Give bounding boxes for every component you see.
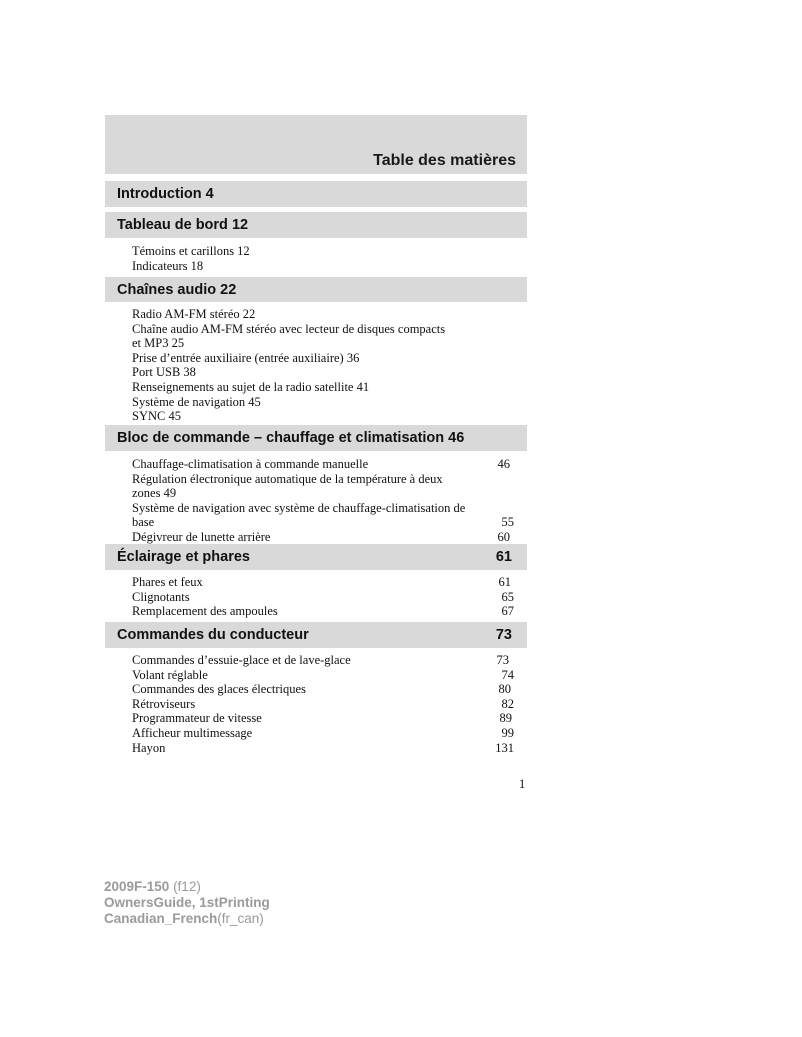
entry-text: Radio AM-FM stéréo 22 (132, 307, 256, 321)
toc-entry (132, 590, 514, 605)
entry-page-number: 80 (498, 682, 511, 697)
toc-entry (132, 682, 514, 697)
entry-text: SYNC 45 (132, 409, 181, 424)
toc-header-block (105, 115, 527, 174)
footer-line-language (104, 911, 270, 927)
entry-text: Clignotants (132, 589, 190, 604)
entry-page-number: 89 (499, 711, 512, 726)
section-entries-eclairage-et-phares (132, 575, 514, 619)
entry-text: Hayon (132, 740, 166, 755)
footer-model-code: (f12) (169, 879, 201, 894)
entry-text: Prise d’entrée auxiliaire (entrée auxiliaire) 36 (132, 350, 360, 365)
footer-model: 2009F-150 (104, 879, 170, 894)
toc-entry (132, 409, 514, 424)
entry-text: Renseignements au sujet de la radio satellite 41 (132, 379, 370, 394)
entry-text: Programmateur de vitesse (132, 711, 262, 726)
entry-page-number: 61 (498, 575, 511, 589)
toc-entry (132, 697, 514, 712)
toc-entry (132, 501, 514, 516)
toc-entry (132, 336, 514, 351)
toc-entry (132, 604, 514, 619)
toc-entry (132, 653, 514, 668)
entry-text: Afficheur multimessage (132, 725, 253, 740)
section-title: Éclairage et phares (117, 549, 250, 565)
entry-page-number: 131 (495, 740, 514, 755)
toc-entry (132, 668, 514, 683)
section-heading-bloc-de-commande (105, 425, 527, 451)
toc-title: Table des matières (373, 152, 516, 169)
entry-text: Rétroviseurs (132, 696, 196, 711)
entry-text: base (132, 515, 155, 530)
entry-page-number: 73 (496, 653, 509, 667)
toc-entry (132, 244, 514, 259)
toc-entry (132, 741, 514, 756)
section-title: Commandes du conducteur (117, 627, 309, 643)
section-title: Chaînes audio 22 (117, 281, 237, 298)
section-page-number: 61 (495, 549, 512, 565)
entry-page-number: 46 (497, 457, 510, 471)
page-number: 1 (519, 777, 526, 791)
toc-entry (132, 726, 514, 741)
section-title: Bloc de commande – chauffage et climatisation 46 (117, 430, 465, 446)
entry-text: Remplacement des ampoules (132, 604, 278, 619)
entry-text: Dégivreur de lunette arrière (132, 529, 271, 544)
toc-entry (132, 259, 514, 274)
toc-entry (132, 307, 514, 322)
toc-entry (132, 365, 514, 380)
section-heading-chaines-audio (105, 277, 527, 302)
entry-text: Commandes d’essuie-glace et de lave-glace (132, 653, 351, 667)
entry-page-number: 67 (501, 604, 514, 619)
toc-entry (132, 486, 514, 501)
section-entries-bloc-de-commande (132, 457, 514, 545)
footer-guide: OwnersGuide, 1stPrinting (104, 895, 270, 910)
section-title: Introduction 4 (117, 186, 214, 202)
toc-entry (132, 530, 514, 545)
entry-page-number: 99 (501, 725, 514, 740)
footer-line-model (104, 879, 270, 895)
footer-language-code: (fr_can) (217, 911, 264, 926)
toc-entry (132, 457, 514, 472)
entry-page-number: 55 (501, 515, 514, 530)
toc-entry (132, 322, 514, 337)
entry-page-number: 82 (501, 696, 514, 711)
toc-entry (132, 395, 514, 410)
entry-text: Commandes des glaces électriques (132, 682, 306, 697)
toc-entry (132, 515, 514, 530)
entry-text: zones 49 (132, 486, 177, 501)
toc-entry (132, 711, 514, 726)
toc-entry (132, 380, 514, 395)
entry-page-number: 60 (497, 529, 510, 544)
entry-text: Témoins et carillons 12 (132, 244, 250, 258)
entry-text: Chauffage-climatisation à commande manuelle (132, 457, 369, 471)
footer-line-guide (104, 895, 270, 911)
entry-text: Indicateurs 18 (132, 258, 204, 273)
entry-text: Régulation électronique automatique de la température à deux (132, 471, 443, 486)
toc-entry (132, 472, 514, 487)
entry-page-number: 74 (501, 667, 514, 682)
section-entries-chaines-audio (132, 307, 514, 424)
entry-text: Volant réglable (132, 667, 208, 682)
section-title: Tableau de bord 12 (117, 217, 249, 233)
entry-text: Système de navigation avec système de chauffage-climatisation de (132, 500, 466, 515)
section-heading-introduction (105, 181, 527, 207)
section-entries-commandes-du-conducteur (132, 653, 514, 755)
entry-text: Port USB 38 (132, 365, 196, 380)
entry-text: Phares et feux (132, 575, 203, 589)
entry-text: et MP3 25 (132, 336, 185, 351)
footer-language: Canadian_French (104, 911, 218, 926)
toc-entry (132, 351, 514, 366)
section-entries-tableau-de-bord (132, 244, 514, 273)
section-heading-tableau-de-bord (105, 212, 527, 238)
print-footer (104, 879, 270, 927)
entry-page-number: 65 (501, 589, 514, 604)
section-page-number: 73 (495, 627, 512, 643)
section-heading-eclairage-et-phares (105, 544, 527, 570)
entry-text: Système de navigation 45 (132, 394, 261, 409)
section-heading-commandes-du-conducteur (105, 622, 527, 648)
entry-text: Chaîne audio AM-FM stéréo avec lecteur de disques compacts (132, 321, 446, 336)
toc-entry (132, 575, 514, 590)
